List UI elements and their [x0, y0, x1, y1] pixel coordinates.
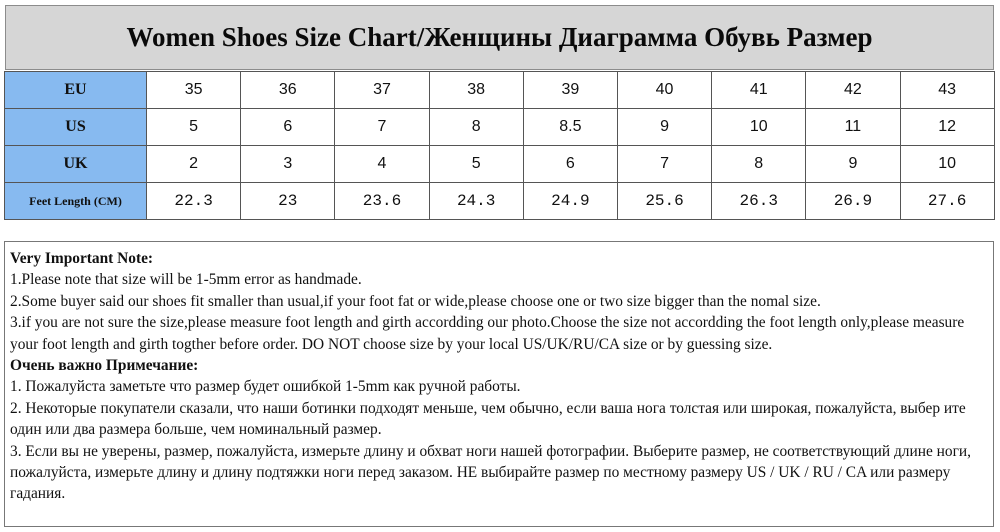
size-cell: 7 — [335, 109, 429, 146]
size-table-body — [5, 72, 995, 220]
size-cell: 10 — [900, 146, 994, 183]
size-cell: 2 — [147, 146, 241, 183]
size-row — [5, 109, 995, 146]
size-cell: 24.3 — [429, 183, 523, 220]
size-cell: 8 — [429, 109, 523, 146]
size-cell: 26.3 — [712, 183, 806, 220]
size-cell: 9 — [617, 109, 711, 146]
size-cell: 38 — [429, 72, 523, 109]
size-cell: 27.6 — [900, 183, 994, 220]
size-cell: 22.3 — [147, 183, 241, 220]
size-cell: 43 — [900, 72, 994, 109]
size-cell: 11 — [806, 109, 900, 146]
size-cell: 35 — [147, 72, 241, 109]
note-en-1: 1.Please note that size will be 1-5mm error as handmade. — [10, 271, 362, 289]
notes-heading-en: Very Important Note: — [10, 250, 154, 267]
size-cell: 39 — [523, 72, 617, 109]
notes-box — [4, 241, 994, 527]
size-cell: 42 — [806, 72, 900, 109]
chart-title: Women Shoes Size Chart/Женщины Диаграмма Обувь Размер — [5, 5, 994, 70]
size-cell: 6 — [523, 146, 617, 183]
row-label: US — [5, 109, 147, 146]
size-row — [5, 146, 995, 183]
size-row — [5, 72, 995, 109]
size-cell: 6 — [241, 109, 335, 146]
note-ru-1: 1. Пожалуйста заметьте что размер будет ошибкой 1-5mm как ручной работы. — [10, 378, 521, 396]
size-cell: 25.6 — [617, 183, 711, 220]
size-cell: 23.6 — [335, 183, 429, 220]
size-cell: 24.9 — [523, 183, 617, 220]
size-cell: 12 — [900, 109, 994, 146]
notes-heading-ru: Очень важно Примечание: — [10, 357, 199, 375]
note-ru-3: 3. Если вы не уверены, размер, пожалуйста, измерьте длину и обхват ноги нашей фотографии. Выберите размер, не соответствующий длине ноги, пожалуйста, измерьте длину и длину подтяжки ноги перед заказом. НЕ выбирайте размер по местному размеру US / UK / RU / CA или размеру гадания. — [10, 442, 971, 503]
size-cell: 8 — [712, 146, 806, 183]
size-table — [4, 71, 995, 220]
size-cell: 8.5 — [523, 109, 617, 146]
row-label: EU — [5, 72, 147, 109]
size-cell: 36 — [241, 72, 335, 109]
size-cell: 3 — [241, 146, 335, 183]
size-row — [5, 183, 995, 220]
size-cell: 41 — [712, 72, 806, 109]
note-ru-2: 2. Некоторые покупатели сказали, что наши ботинки подходят меньше, чем обычно, если ваша нога толстая или широкая, пожалуйста, выбер ите один или два размера больше, чем номинальный размер. — [10, 399, 966, 439]
note-en-2: 2.Some buyer said our shoes fit smaller than usual,if your foot fat or wide,please choose one or two size bigger than the nomal size. — [10, 292, 821, 310]
size-cell: 26.9 — [806, 183, 900, 220]
size-cell: 10 — [712, 109, 806, 146]
size-cell: 7 — [617, 146, 711, 183]
row-label: UK — [5, 146, 147, 183]
row-label: Feet Length (CM) — [5, 183, 147, 220]
size-cell: 9 — [806, 146, 900, 183]
size-cell: 37 — [335, 72, 429, 109]
size-cell: 5 — [147, 109, 241, 146]
size-cell: 23 — [241, 183, 335, 220]
note-en-3: 3.if you are not sure the size,please measure foot length and girth accordding our photo.Choose the size not accordding the foot length only,please measure your foot length and girth togther before order. DO NOT choose size by your local US/UK/RU/CA size or by guessing size. — [10, 314, 965, 353]
size-cell: 40 — [617, 72, 711, 109]
size-cell: 4 — [335, 146, 429, 183]
size-cell: 5 — [429, 146, 523, 183]
